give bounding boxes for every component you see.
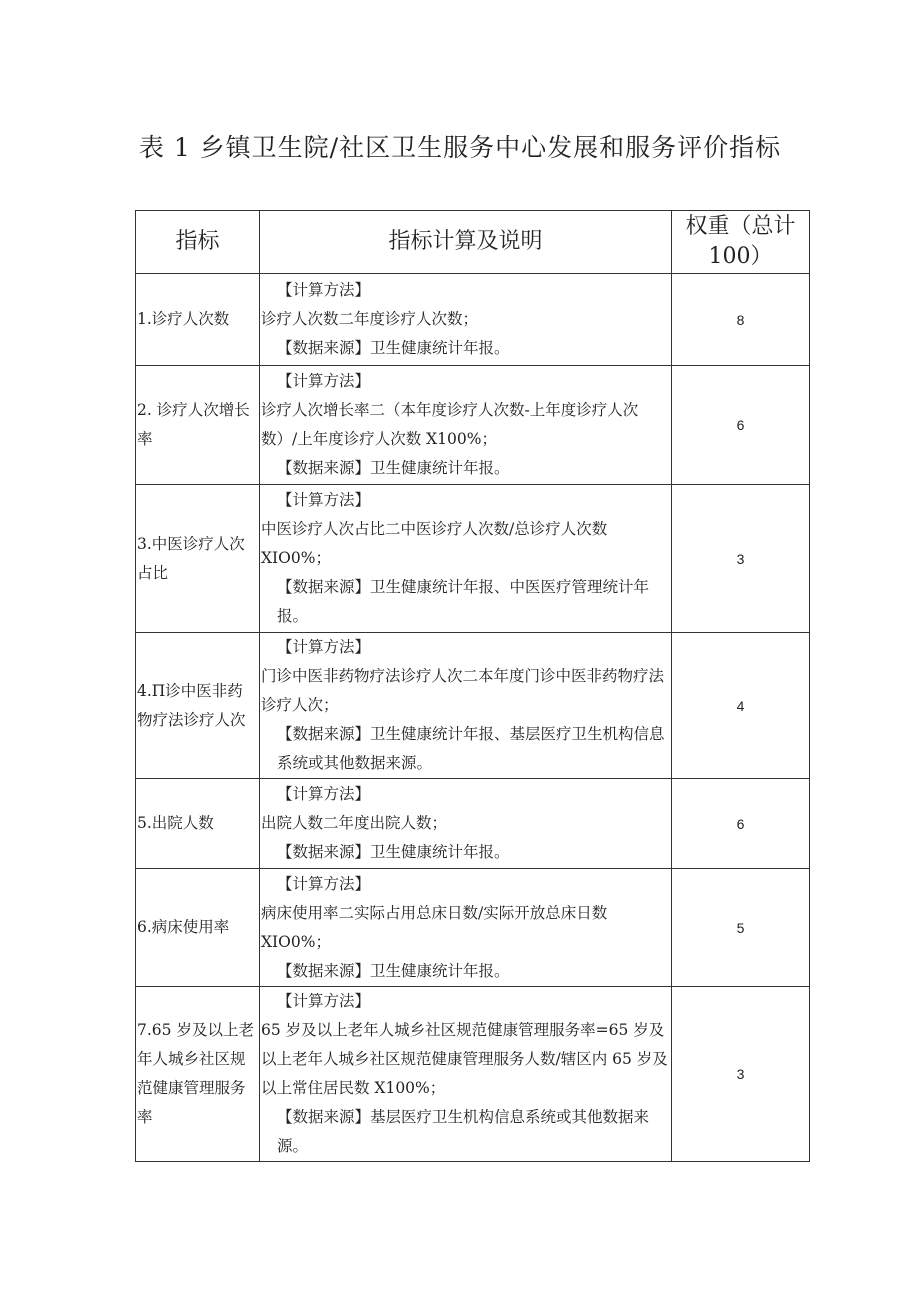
- calc-method-label: 【计算方法】: [277, 874, 371, 893]
- data-source: 【数据来源】卫生健康统计年报。: [277, 339, 510, 357]
- calc-method-label: 【计算方法】: [277, 785, 371, 803]
- indicator-description: [260, 869, 672, 987]
- indicator-description: [260, 366, 672, 485]
- indicator-description: [260, 779, 672, 869]
- table-row: [136, 274, 810, 366]
- calc-method-label: 【计算方法】: [277, 281, 371, 299]
- indicator-name: 7.65 岁及以上老年人城乡社区规范健康管理服务率: [136, 987, 260, 1162]
- table-row: [136, 779, 810, 869]
- calc-method-label: 【计算方法】: [277, 638, 371, 656]
- indicator-description: [260, 633, 672, 779]
- calc-formula: 诊疗人次数二年度诊疗人次数；: [261, 310, 479, 328]
- calc-formula: 诊疗人次增长率二（本年度诊疗人次数-上年度诊疗人次数）/上年度诊疗人次数 X100%；: [261, 401, 639, 448]
- table-row: [136, 366, 810, 485]
- table-row: [136, 869, 810, 987]
- indicator-name: 4.Π诊中医非药物疗法诊疗人次: [136, 633, 260, 779]
- calc-method-label: 【计算方法】: [277, 491, 371, 509]
- indicator-name: 1.诊疗人次数: [136, 274, 260, 366]
- indicator-weight: 3: [672, 987, 810, 1162]
- table-row: [136, 633, 810, 779]
- indicator-table: [135, 210, 810, 1162]
- indicator-weight: 4: [672, 633, 810, 779]
- indicator-name: 2. 诊疗人次增长率: [136, 366, 260, 485]
- header-calculation: 指标计算及说明: [260, 211, 672, 274]
- calc-method-label: 【计算方法】: [277, 992, 371, 1010]
- indicator-name: 6.病床使用率: [136, 869, 260, 987]
- indicator-weight: 8: [672, 274, 810, 366]
- data-source: 【数据来源】卫生健康统计年报。: [277, 843, 510, 861]
- data-source: 【数据来源】卫生健康统计年报、中医医疗管理统计年报。: [277, 578, 650, 625]
- calc-formula: 65 岁及以上老年人城乡社区规范健康管理服务率=65 岁及以上老年人城乡社区规范健康管理服务人数/辖区内 65 岁及以上常住居民数 X100%；: [261, 1021, 668, 1097]
- table-header-row: [136, 211, 810, 274]
- calc-formula: 门诊中医非药物疗法诊疗人次二本年度门诊中医非药物疗法诊疗人次；: [261, 667, 665, 714]
- indicator-weight: 3: [672, 485, 810, 633]
- data-source: 【数据来源】卫生健康统计年报。: [277, 961, 510, 980]
- page-title: 表 1 乡镇卫生院/社区卫生服务中心发展和服务评价指标: [138, 133, 782, 162]
- calc-formula: 中医诊疗人次占比二中医诊疗人次数/总诊疗人次数 XIO0%；: [261, 520, 608, 567]
- indicator-name: 3.中医诊疗人次占比: [136, 485, 260, 633]
- header-weight: 权重（总计 100）: [672, 211, 810, 274]
- table-row: [136, 987, 810, 1162]
- indicator-description: [260, 987, 672, 1162]
- indicator-description: [260, 485, 672, 633]
- indicator-weight: 6: [672, 366, 810, 485]
- table-row: [136, 485, 810, 633]
- calc-formula: 出院人数二年度出院人数；: [261, 814, 448, 832]
- calc-method-label: 【计算方法】: [277, 372, 371, 390]
- data-source: 【数据来源】基层医疗卫生机构信息系统或其他数据来源。: [277, 1108, 650, 1155]
- data-source: 【数据来源】卫生健康统计年报、基层医疗卫生机构信息系统或其他数据来源。: [277, 725, 665, 772]
- calc-formula: 病床使用率二实际占用总床日数/实际开放总床日数 XIO0%；: [261, 903, 608, 951]
- indicator-weight: 6: [672, 779, 810, 869]
- indicator-description: [260, 274, 672, 366]
- indicator-weight: 5: [672, 869, 810, 987]
- indicator-name: 5.出院人数: [136, 779, 260, 869]
- header-indicator: 指标: [136, 211, 260, 274]
- data-source: 【数据来源】卫生健康统计年报。: [277, 459, 510, 477]
